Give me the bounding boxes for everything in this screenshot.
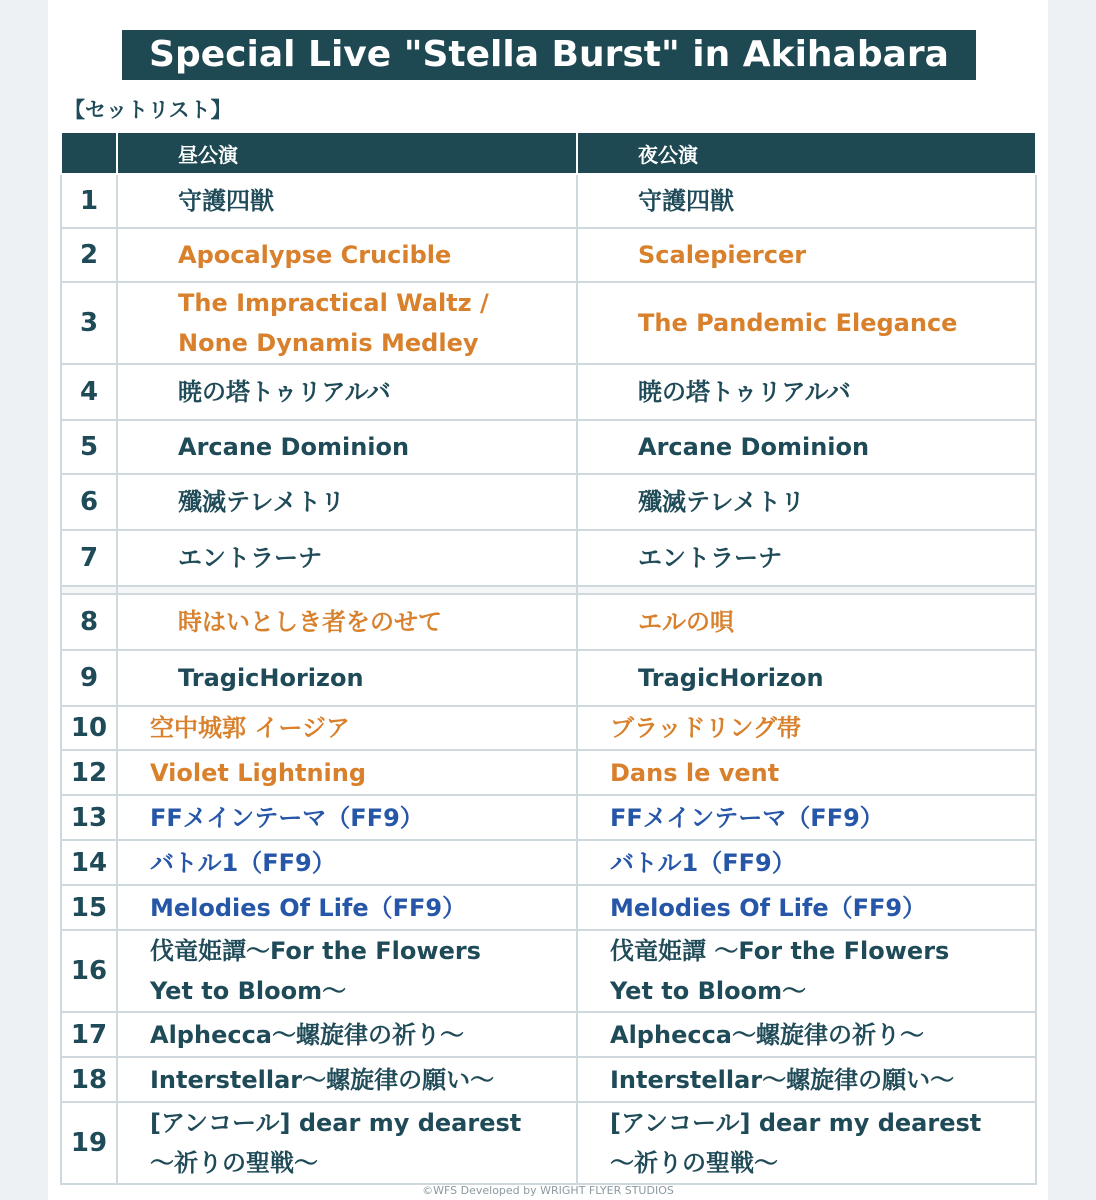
night-song-title: Dans le vent: [577, 750, 1036, 795]
setlist-table: [60, 133, 1037, 1185]
table-row: [61, 420, 1036, 474]
day-song-title: [アンコール] dear my dearest 〜祈りの聖戦〜: [117, 1102, 577, 1184]
table-row: [61, 650, 1036, 706]
day-song-title: 守護四獣: [117, 174, 577, 228]
day-song-title: Violet Lightning: [117, 750, 577, 795]
header-night-show: 夜公演: [577, 133, 1036, 174]
song-number: 8: [61, 594, 117, 650]
table-row: [61, 530, 1036, 586]
night-song-title: エントラーナ: [577, 530, 1036, 586]
song-number: 12: [61, 750, 117, 795]
table-row: [61, 1012, 1036, 1057]
day-song-title: 伐竜姫譚〜For the Flowers Yet to Bloom〜: [117, 930, 577, 1012]
page-title: Special Live "Stella Burst" in Akihabara: [122, 30, 976, 80]
separator-cell: [61, 586, 117, 594]
song-number: 14: [61, 840, 117, 885]
night-song-title: Alphecca〜螺旋律の祈り〜: [577, 1012, 1036, 1057]
table-row: [61, 930, 1036, 1012]
day-song-title: Arcane Dominion: [117, 420, 577, 474]
table-row: [61, 364, 1036, 420]
night-song-title: TragicHorizon: [577, 650, 1036, 706]
table-row: [61, 474, 1036, 530]
song-number: 1: [61, 174, 117, 228]
song-number: 16: [61, 930, 117, 1012]
day-song-title: TragicHorizon: [117, 650, 577, 706]
night-song-title: エルの唄: [577, 594, 1036, 650]
row-separator: [61, 586, 1036, 594]
day-song-title: The Impractical Waltz / None Dynamis Medley: [117, 282, 577, 364]
song-number: 13: [61, 795, 117, 840]
table-row: [61, 795, 1036, 840]
table-row: [61, 228, 1036, 282]
song-number: 5: [61, 420, 117, 474]
table-row: [61, 282, 1036, 364]
table-header-row: [61, 133, 1036, 174]
day-song-title: Apocalypse Crucible: [117, 228, 577, 282]
song-number: 6: [61, 474, 117, 530]
night-song-title: 伐竜姫譚 〜For the Flowers Yet to Bloom〜: [577, 930, 1036, 1012]
day-song-title: エントラーナ: [117, 530, 577, 586]
table-row: [61, 1057, 1036, 1102]
night-song-title: バトル1（FF9）: [577, 840, 1036, 885]
table-row: [61, 840, 1036, 885]
song-number: 10: [61, 706, 117, 750]
table-row: [61, 885, 1036, 930]
table-row: [61, 174, 1036, 228]
table-row: [61, 706, 1036, 750]
song-number: 19: [61, 1102, 117, 1184]
table-row: [61, 594, 1036, 650]
day-song-title: Interstellar〜螺旋律の願い〜: [117, 1057, 577, 1102]
song-number: 9: [61, 650, 117, 706]
song-number: 15: [61, 885, 117, 930]
day-song-title: 殲滅テレメトリ: [117, 474, 577, 530]
separator-cell: [117, 586, 577, 594]
copyright-footer: ©WFS Developed by WRIGHT FLYER STUDIOS: [422, 1184, 674, 1197]
song-number: 4: [61, 364, 117, 420]
day-song-title: バトル1（FF9）: [117, 840, 577, 885]
night-song-title: [アンコール] dear my dearest 〜祈りの聖戦〜: [577, 1102, 1036, 1184]
night-song-title: ブラッドリング帯: [577, 706, 1036, 750]
table-row: [61, 750, 1036, 795]
separator-cell: [577, 586, 1036, 594]
day-song-title: FFメインテーマ（FF9）: [117, 795, 577, 840]
table-row: [61, 1102, 1036, 1184]
day-song-title: Alphecca〜螺旋律の祈り〜: [117, 1012, 577, 1057]
night-song-title: 殲滅テレメトリ: [577, 474, 1036, 530]
day-song-title: Melodies Of Life（FF9）: [117, 885, 577, 930]
night-song-title: Arcane Dominion: [577, 420, 1036, 474]
night-song-title: 守護四獣: [577, 174, 1036, 228]
night-song-title: Interstellar〜螺旋律の願い〜: [577, 1057, 1036, 1102]
song-number: 3: [61, 282, 117, 364]
song-number: 17: [61, 1012, 117, 1057]
day-song-title: 時はいとしき者をのせて: [117, 594, 577, 650]
night-song-title: 暁の塔トゥリアルバ: [577, 364, 1036, 420]
setlist-body: [61, 174, 1036, 1184]
night-song-title: Scalepiercer: [577, 228, 1036, 282]
setlist-subtitle: 【セットリスト】: [64, 98, 232, 122]
day-song-title: 空中城郭 イージア: [117, 706, 577, 750]
header-number: [61, 133, 117, 174]
night-song-title: FFメインテーマ（FF9）: [577, 795, 1036, 840]
night-song-title: Melodies Of Life（FF9）: [577, 885, 1036, 930]
song-number: 2: [61, 228, 117, 282]
day-song-title: 暁の塔トゥリアルバ: [117, 364, 577, 420]
night-song-title: The Pandemic Elegance: [577, 282, 1036, 364]
song-number: 18: [61, 1057, 117, 1102]
song-number: 7: [61, 530, 117, 586]
header-day-show: 昼公演: [117, 133, 577, 174]
